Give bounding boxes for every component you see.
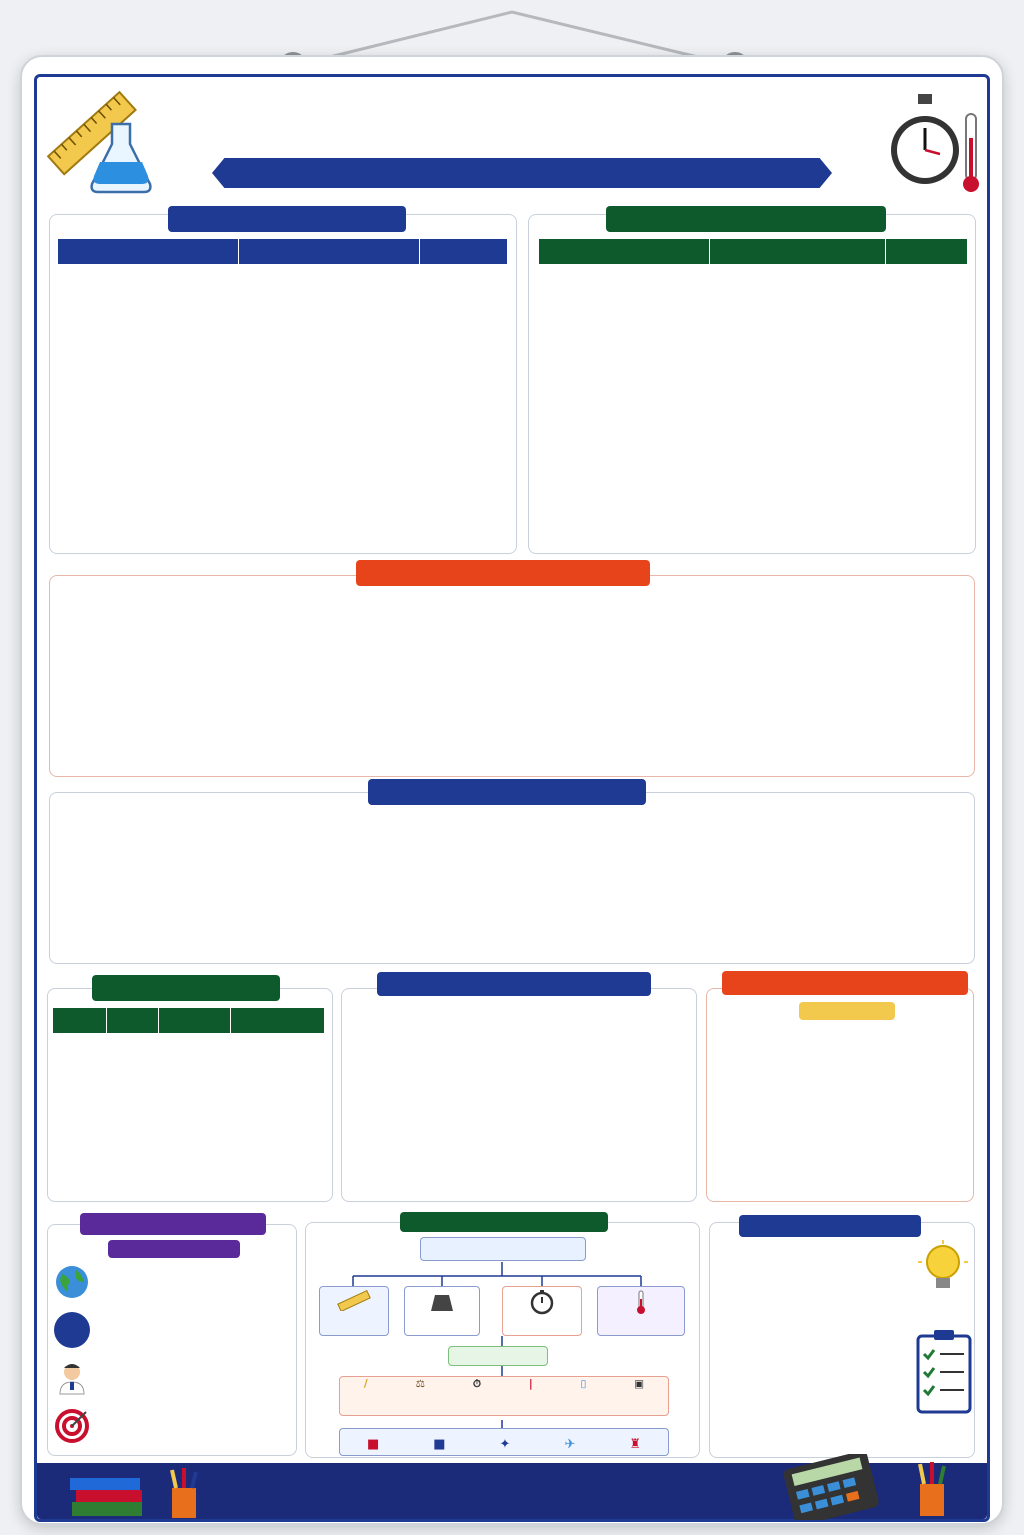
- revision-panel: [706, 988, 974, 1202]
- stopwatch-thermometer-icon: [886, 88, 984, 196]
- stopwatch-icon: [529, 1289, 555, 1315]
- facts-heading: [80, 1213, 266, 1235]
- si-base-table: [57, 238, 508, 265]
- visual-child-mass: [404, 1286, 480, 1336]
- ruler-flask-icon: [40, 84, 160, 196]
- lightbulb-icon: [918, 1240, 968, 1296]
- prefix-header-meaning: [231, 1008, 325, 1034]
- visual-child-length: [319, 1286, 389, 1336]
- tips-heading: [739, 1215, 921, 1237]
- visual-daily-box: [339, 1428, 669, 1456]
- runner-icon: ✦: [499, 1437, 511, 1452]
- fact-item: [54, 1264, 294, 1300]
- visual-root-box: [420, 1237, 586, 1261]
- ruler-icon: /: [363, 1378, 368, 1390]
- derived-header-quantity: [539, 239, 710, 265]
- thermometer-icon: |: [528, 1378, 533, 1390]
- checklist-clipboard-icon: [914, 1330, 974, 1414]
- fact-item: [54, 1408, 294, 1444]
- derived-heading: [606, 206, 886, 232]
- prefix-header-value: [159, 1008, 231, 1034]
- si-base-heading: [168, 206, 406, 232]
- calculator-pencils-icon: [778, 1454, 958, 1520]
- everyday-panel: [341, 988, 697, 1202]
- derived-header-symbol: [886, 239, 968, 265]
- fact-item: [54, 1312, 294, 1348]
- revision-heading: [722, 971, 968, 995]
- instruments-heading: [356, 560, 650, 586]
- meter-icon: ▣: [634, 1378, 645, 1390]
- cart-icon: ♜: [629, 1437, 641, 1452]
- ruler-icon: [334, 1289, 374, 1311]
- scientist-icon: [54, 1360, 90, 1396]
- cylinder-icon: ▯: [580, 1378, 587, 1390]
- books-pencils-icon: [68, 1466, 208, 1520]
- page-subtitle: [212, 158, 832, 188]
- si-base-panel: [49, 214, 517, 554]
- bus-icon: ■: [433, 1437, 446, 1452]
- conversions-heading: [368, 779, 646, 805]
- balance-icon: ⚖: [415, 1378, 425, 1390]
- visual-child-temperature: [597, 1286, 685, 1336]
- instruments-panel: [49, 575, 975, 777]
- visual-heading: [400, 1212, 608, 1232]
- derived-panel: [528, 214, 976, 554]
- prefixes-table: [52, 1007, 325, 1034]
- weight-icon: [429, 1289, 455, 1311]
- globe-icon: [54, 1264, 90, 1300]
- visual-child-time: [502, 1286, 582, 1336]
- visual-connectors: [305, 1230, 700, 1458]
- thermometer-icon: [634, 1289, 648, 1315]
- car-icon: ■: [366, 1437, 380, 1452]
- si-badge-icon: [54, 1312, 90, 1348]
- target-icon: [54, 1408, 90, 1444]
- prefix-header-prefix: [53, 1008, 107, 1034]
- stopwatch-icon: ⏱: [472, 1378, 482, 1390]
- facts-subheading: [108, 1240, 240, 1258]
- plane-icon: ✈: [564, 1437, 576, 1452]
- fact-item: [54, 1360, 294, 1396]
- everyday-heading: [377, 972, 651, 996]
- derived-header-unit: [710, 239, 886, 265]
- si-base-header-symbol: [420, 239, 508, 265]
- visual-si-box: [448, 1346, 548, 1366]
- si-base-header-quantity: [58, 239, 239, 265]
- derived-table: [538, 238, 968, 265]
- conversions-panel: [49, 792, 975, 964]
- footer-slogan: [220, 1464, 804, 1486]
- facts-list: [54, 1264, 294, 1456]
- prefix-header-symbol: [107, 1008, 159, 1034]
- prefixes-heading: [92, 975, 280, 1001]
- visual-instruments-box: [339, 1376, 669, 1416]
- si-base-header-unit: [239, 239, 420, 265]
- revision-remember-badge: [799, 1002, 895, 1020]
